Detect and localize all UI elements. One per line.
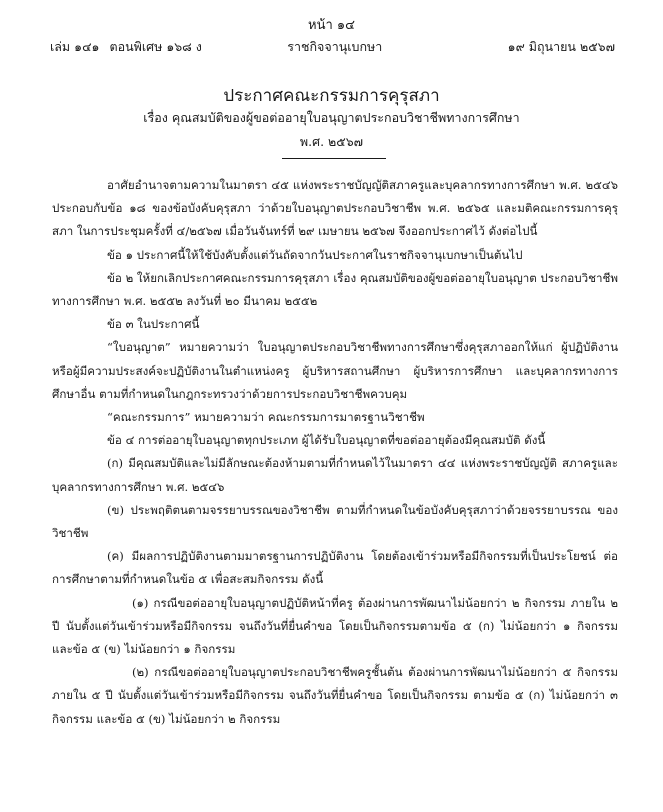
preamble-paragraph: อาศัยอำนาจตามความในมาตรา ๔๕ แห่งพระราชบัญญัติสภาครูและบุคลากรทางการศึกษา พ.ศ. ๒๕๔๖ ประกอบกับข้อ ๑๘ ของข้อบังคับคุรุสภา ว่าด้วยใบอนุญาตประกอบวิชาชีพ พ.ศ. ๒๕๖๕ และมติคณะกรรมการคุรุสภา ในการประชุมครั้งที่ ๔/๒๕๖๗ เมื่อวันจันทร์ที่ ๒๙ เมษายน ๒๕๖๗ จึงออกประกาศไว้ ดังต่อไปนี้	[52, 178, 618, 239]
clause-4-item-c-2: (๒) กรณีขอต่ออายุใบอนุญาตประกอบวิชาชีพครูชั้นต้น ต้องผ่านการพัฒนาไม่น้อยกว่า ๕ กิจกรรม ภายใน ๕ ปี นับตั้งแต่วันเข้าร่วมหรือมีกิจกรรม จนถึงวันที่ยื่นคำขอ โดยเป็นกิจกรรม ตามข้อ ๕ (ก) ไม่น้อยกว่า ๓ กิจกรรม และข้อ ๕ (ข) ไม่น้อยกว่า ๒ กิจกรรม	[52, 665, 618, 726]
clause-4-item-b: (ข) ประพฤติตนตามจรรยาบรรณของวิชาชีพ ตามที่กำหนดในข้อบังคับคุรุสภาว่าด้วยจรรยาบรรณ ของวิชาชีพ	[52, 502, 618, 541]
clause-4-item-a: (ก) มีคุณสมบัติและไม่มีลักษณะต้องห้ามตามที่กำหนดไว้ในมาตรา ๔๔ แห่งพระราชบัญญัติ สภาครูและบุคลากรทางการศึกษา พ.ศ. ๒๕๔๖	[52, 456, 618, 494]
clause-3: ข้อ ๓ ในประกาศนี้	[107, 317, 200, 332]
clause-4-item-c-1: (๑) กรณีขอต่ออายุใบอนุญาตปฏิบัติหน้าที่ครู ต้องผ่านการพัฒนาไม่น้อยกว่า ๒ กิจกรรม ภายใน ๒ ปี นับตั้งแต่วันเข้าร่วมหรือมีกิจกรรม จนถึงวันที่ยื่นคำขอ โดยเป็นกิจกรรมตามข้อ ๕ (ก) ไม่น้อยกว่า ๑ กิจกรรม และข้อ ๕ (ข) ไม่น้อยกว่า ๑ กิจกรรม	[52, 595, 618, 657]
gazette-name: ราชกิจจานุเบกษา	[287, 39, 383, 54]
clause-4-item-c: (ค) มีผลการปฏิบัติงานตามมาตรฐานการปฏิบัติงาน โดยต้องเข้าร่วมหรือมีกิจกรรมที่เป็นประโยชน์ ต่อการศึกษาตามที่กำหนดในข้อ ๕ เพื่อสะสมกิจกรรม ดังนี้	[52, 549, 618, 587]
volume-label: เล่ม ๑๔๑	[50, 39, 100, 54]
document-body	[52, 174, 618, 731]
definition-license: “ใบอนุญาต” หมายความว่า ใบอนุญาตประกอบวิชาชีพทางการศึกษาซึ่งคุรุสภาออกให้แก่ ผู้ปฏิบัติงาน หรือผู้มีความประสงค์จะปฏิบัติงานในตำแหน่งครู ผู้บริหารสถานศึกษา ผู้บริหารการศึกษา และบุคลากรทางการศึกษาอื่น ตามที่กำหนดในกฎกระทรวงว่าด้วยการประกอบวิชาชีพควบคุม	[52, 340, 618, 401]
definition-committee: “คณะกรรมการ” หมายความว่า คณะกรรมการมาตรฐานวิชาชีพ	[107, 410, 425, 425]
title-divider	[282, 158, 386, 159]
document-title: ประกาศคณะกรรมการคุรุสภา	[223, 86, 440, 106]
document-subject: เรื่อง คุณสมบัติของผู้ขอต่ออายุใบอนุญาตประกอบวิชาชีพทางการศึกษา	[143, 110, 520, 125]
clause-2: ข้อ ๒ ให้ยกเลิกประกาศคณะกรรมการคุรุสภา เรื่อง คุณสมบัติของผู้ขอต่ออายุใบอนุญาต ประกอบวิชาชีพทางการศึกษา พ.ศ. ๒๕๕๒ ลงวันที่ ๒๐ มีนาคม ๒๕๕๒	[52, 270, 618, 309]
clause-4: ข้อ ๔ การต่ออายุใบอนุญาตทุกประเภท ผู้ได้รับใบอนุญาตที่ขอต่ออายุต้องมีคุณสมบัติ ดังนี้	[107, 433, 546, 448]
volume-issue	[50, 37, 202, 57]
clause-1: ข้อ ๑ ประกาศนี้ให้ใช้บังคับตั้งแต่วันถัดจากวันประกาศในราชกิจจานุเบกษาเป็นต้นไป	[107, 247, 523, 262]
issue-label: ตอนพิเศษ ๑๖๘ ง	[109, 39, 202, 54]
document-year: พ.ศ. ๒๕๖๗	[299, 134, 364, 149]
gazette-header	[50, 37, 615, 57]
gazette-date: ๑๙ มิถุนายน ๒๕๖๗	[507, 39, 615, 54]
page-number: หน้า ๑๔	[308, 18, 355, 33]
